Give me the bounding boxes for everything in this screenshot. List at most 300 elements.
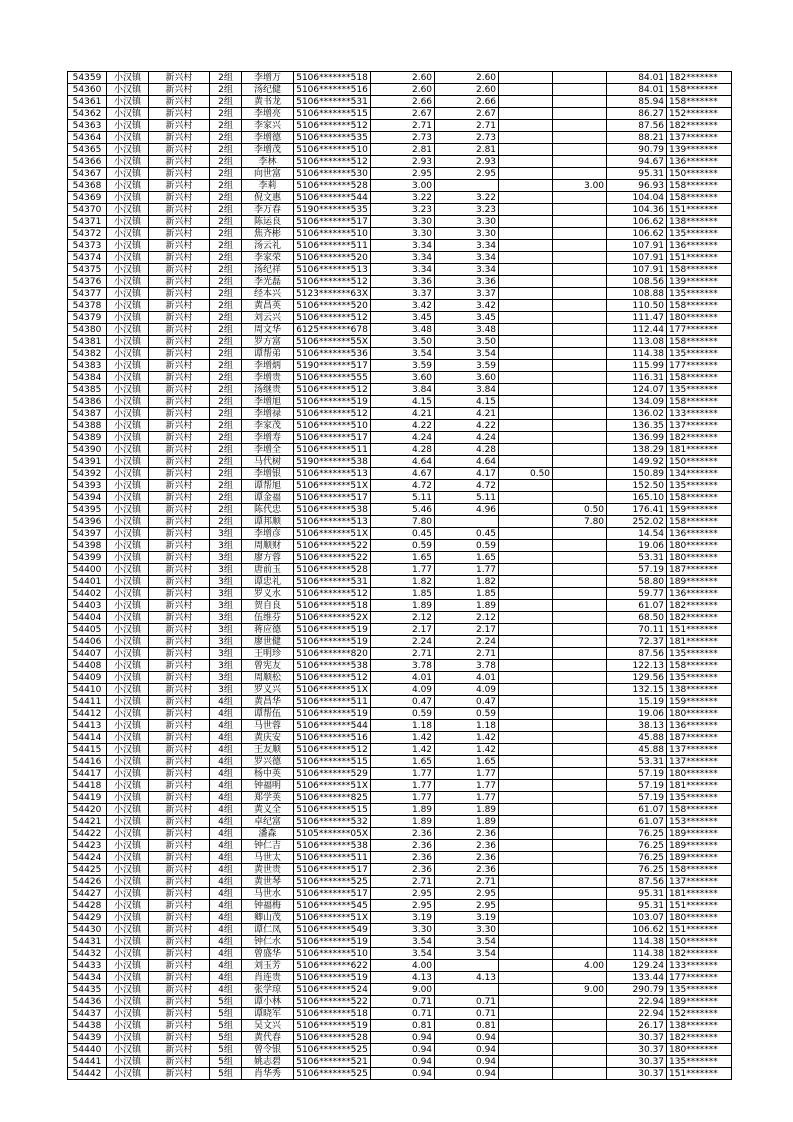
cell-total-area: 3.42: [371, 300, 435, 312]
cell-col-b: [499, 360, 553, 372]
cell-amount: 72.37: [607, 636, 667, 648]
cell-col-a: 4.24: [435, 432, 499, 444]
cell-col-c: [553, 312, 607, 324]
cell-col-b: [499, 420, 553, 432]
cell-phone: 187*******: [667, 732, 732, 744]
table-row: [68, 864, 732, 876]
cell-col-c: [553, 936, 607, 948]
cell-row-id: 54442: [68, 1068, 107, 1080]
cell-name: 李增全: [242, 444, 294, 456]
cell-row-id: 54370: [68, 204, 107, 216]
cell-id-number: 5106*******529: [294, 768, 371, 780]
cell-group: 2组: [210, 192, 242, 204]
cell-col-c: [553, 804, 607, 816]
cell-col-c: [553, 828, 607, 840]
cell-row-id: 54410: [68, 684, 107, 696]
cell-town: 小汉镇: [107, 684, 149, 696]
cell-col-a: 2.66: [435, 96, 499, 108]
cell-town: 小汉镇: [107, 360, 149, 372]
cell-amount: 115.99: [607, 360, 667, 372]
cell-amount: 133.44: [607, 972, 667, 984]
cell-town: 小汉镇: [107, 444, 149, 456]
cell-row-id: 54439: [68, 1032, 107, 1044]
table-row: [68, 108, 732, 120]
cell-amount: 113.08: [607, 336, 667, 348]
table-row: [68, 384, 732, 396]
cell-col-a: 4.21: [435, 408, 499, 420]
cell-row-id: 54371: [68, 216, 107, 228]
cell-phone: 136*******: [667, 588, 732, 600]
cell-id-number: 5106*******55X: [294, 336, 371, 348]
cell-amount: 149.92: [607, 456, 667, 468]
cell-col-b: [499, 816, 553, 828]
cell-amount: 59.77: [607, 588, 667, 600]
cell-id-number: 5106*******525: [294, 1068, 371, 1080]
cell-col-b: [499, 204, 553, 216]
cell-name: 伍维芬: [242, 612, 294, 624]
cell-col-c: [553, 1056, 607, 1068]
cell-col-a: 1.42: [435, 744, 499, 756]
cell-row-id: 54399: [68, 552, 107, 564]
cell-row-id: 54406: [68, 636, 107, 648]
cell-town: 小汉镇: [107, 948, 149, 960]
cell-name: 杨中英: [242, 768, 294, 780]
cell-id-number: 5106*******51X: [294, 780, 371, 792]
cell-town: 小汉镇: [107, 396, 149, 408]
cell-phone: 180*******: [667, 540, 732, 552]
cell-phone: 158*******: [667, 864, 732, 876]
cell-town: 小汉镇: [107, 504, 149, 516]
cell-phone: 182*******: [667, 948, 732, 960]
cell-phone: 150*******: [667, 456, 732, 468]
cell-town: 小汉镇: [107, 156, 149, 168]
table-row: [68, 528, 732, 540]
cell-col-a: 1.65: [435, 756, 499, 768]
cell-name: 谭邦顺: [242, 516, 294, 528]
cell-group: 3组: [210, 576, 242, 588]
cell-col-a: 3.60: [435, 372, 499, 384]
cell-phone: 158*******: [667, 192, 732, 204]
cell-col-b: [499, 552, 553, 564]
cell-col-c: [553, 300, 607, 312]
cell-phone: 135*******: [667, 384, 732, 396]
cell-id-number: 5106*******512: [294, 744, 371, 756]
cell-col-c: [553, 384, 607, 396]
cell-col-a: 1.89: [435, 816, 499, 828]
cell-amount: 19.06: [607, 540, 667, 552]
cell-village: 新兴村: [149, 300, 210, 312]
cell-name: 李万春: [242, 204, 294, 216]
cell-total-area: 1.42: [371, 744, 435, 756]
cell-col-c: [553, 708, 607, 720]
cell-phone: 137*******: [667, 756, 732, 768]
cell-group: 2组: [210, 300, 242, 312]
cell-phone: 152*******: [667, 108, 732, 120]
cell-village: 新兴村: [149, 240, 210, 252]
cell-name: 经本兴: [242, 288, 294, 300]
cell-village: 新兴村: [149, 384, 210, 396]
cell-row-id: 54387: [68, 408, 107, 420]
cell-col-a: 1.77: [435, 564, 499, 576]
cell-name: 张学琼: [242, 984, 294, 996]
table-row: [68, 468, 732, 480]
cell-id-number: 5106*******544: [294, 720, 371, 732]
cell-col-c: [553, 72, 607, 84]
cell-row-id: 54414: [68, 732, 107, 744]
cell-col-a: 3.37: [435, 288, 499, 300]
cell-col-c: [553, 672, 607, 684]
cell-col-b: [499, 852, 553, 864]
cell-col-a: [435, 960, 499, 972]
cell-town: 小汉镇: [107, 936, 149, 948]
cell-village: 新兴村: [149, 444, 210, 456]
cell-id-number: 5106*******517: [294, 216, 371, 228]
cell-col-c: 9.00: [553, 984, 607, 996]
cell-col-a: 3.45: [435, 312, 499, 324]
cell-total-area: 7.80: [371, 516, 435, 528]
cell-col-a: 0.81: [435, 1020, 499, 1032]
cell-village: 新兴村: [149, 252, 210, 264]
cell-col-c: [553, 276, 607, 288]
cell-total-area: 4.13: [371, 972, 435, 984]
cell-amount: 58.80: [607, 576, 667, 588]
cell-col-b: [499, 156, 553, 168]
cell-phone: 180*******: [667, 768, 732, 780]
cell-amount: 114.38: [607, 348, 667, 360]
cell-town: 小汉镇: [107, 624, 149, 636]
cell-col-b: [499, 180, 553, 192]
cell-phone: 159*******: [667, 696, 732, 708]
cell-village: 新兴村: [149, 936, 210, 948]
cell-col-a: 1.77: [435, 780, 499, 792]
cell-total-area: 1.85: [371, 588, 435, 600]
cell-name: 李增彦: [242, 528, 294, 540]
cell-id-number: 5106*******517: [294, 888, 371, 900]
cell-row-id: 54389: [68, 432, 107, 444]
cell-name: 倪文惠: [242, 192, 294, 204]
cell-col-c: [553, 648, 607, 660]
cell-name: 李增贵: [242, 372, 294, 384]
cell-col-a: 2.60: [435, 72, 499, 84]
cell-col-c: [553, 528, 607, 540]
cell-phone: 182*******: [667, 72, 732, 84]
cell-total-area: 3.30: [371, 216, 435, 228]
cell-group: 2组: [210, 96, 242, 108]
cell-id-number: 5106*******512: [294, 276, 371, 288]
cell-total-area: 0.45: [371, 528, 435, 540]
cell-phone: 133*******: [667, 408, 732, 420]
cell-col-b: [499, 1056, 553, 1068]
cell-town: 小汉镇: [107, 336, 149, 348]
cell-village: 新兴村: [149, 504, 210, 516]
cell-town: 小汉镇: [107, 984, 149, 996]
cell-group: 4组: [210, 912, 242, 924]
table-row: [68, 240, 732, 252]
table-row: [68, 576, 732, 588]
table-row: [68, 432, 732, 444]
cell-name: 李增万: [242, 72, 294, 84]
cell-col-a: 2.17: [435, 624, 499, 636]
cell-name: 贺自良: [242, 600, 294, 612]
table-row: [68, 852, 732, 864]
cell-amount: 116.31: [607, 372, 667, 384]
cell-col-c: [553, 660, 607, 672]
cell-village: 新兴村: [149, 180, 210, 192]
table-row: [68, 1044, 732, 1056]
cell-total-area: 0.71: [371, 996, 435, 1008]
table-row: [68, 936, 732, 948]
cell-row-id: 54374: [68, 252, 107, 264]
cell-row-id: 54413: [68, 720, 107, 732]
cell-id-number: 5106*******520: [294, 252, 371, 264]
cell-name: 曾令银: [242, 1044, 294, 1056]
cell-name: 曾盛华: [242, 948, 294, 960]
table-row: [68, 912, 732, 924]
cell-total-area: 4.21: [371, 408, 435, 420]
cell-amount: 86.27: [607, 108, 667, 120]
cell-village: 新兴村: [149, 276, 210, 288]
cell-row-id: 54395: [68, 504, 107, 516]
cell-row-id: 54409: [68, 672, 107, 684]
cell-col-a: 2.36: [435, 864, 499, 876]
cell-town: 小汉镇: [107, 408, 149, 420]
cell-col-a: 3.54: [435, 948, 499, 960]
cell-total-area: 5.46: [371, 504, 435, 516]
cell-town: 小汉镇: [107, 300, 149, 312]
cell-village: 新兴村: [149, 732, 210, 744]
cell-id-number: 5106*******530: [294, 168, 371, 180]
cell-row-id: 54419: [68, 792, 107, 804]
cell-col-b: [499, 900, 553, 912]
cell-amount: 95.31: [607, 168, 667, 180]
cell-row-id: 54436: [68, 996, 107, 1008]
cell-group: 3组: [210, 612, 242, 624]
cell-phone: 136*******: [667, 528, 732, 540]
cell-amount: 61.07: [607, 816, 667, 828]
cell-town: 小汉镇: [107, 660, 149, 672]
cell-total-area: 2.67: [371, 108, 435, 120]
cell-col-b: [499, 456, 553, 468]
cell-row-id: 54367: [68, 168, 107, 180]
table-row: [68, 324, 732, 336]
cell-amount: 45.88: [607, 744, 667, 756]
cell-village: 新兴村: [149, 108, 210, 120]
cell-amount: 76.25: [607, 852, 667, 864]
table-row: [68, 648, 732, 660]
cell-total-area: 4.28: [371, 444, 435, 456]
cell-phone: 181*******: [667, 444, 732, 456]
cell-id-number: 5106*******519: [294, 396, 371, 408]
cell-col-b: [499, 336, 553, 348]
table-row: [68, 960, 732, 972]
cell-village: 新兴村: [149, 1056, 210, 1068]
table-row: [68, 804, 732, 816]
table-row: [68, 996, 732, 1008]
cell-amount: 57.19: [607, 768, 667, 780]
cell-row-id: 54379: [68, 312, 107, 324]
cell-id-number: 5106*******518: [294, 600, 371, 612]
cell-name: 钟仁水: [242, 936, 294, 948]
cell-row-id: 54417: [68, 768, 107, 780]
cell-group: 3组: [210, 600, 242, 612]
cell-group: 3组: [210, 528, 242, 540]
cell-total-area: 2.95: [371, 888, 435, 900]
cell-town: 小汉镇: [107, 852, 149, 864]
table-row: [68, 876, 732, 888]
cell-row-id: 54366: [68, 156, 107, 168]
cell-col-c: [553, 96, 607, 108]
cell-col-b: [499, 600, 553, 612]
cell-village: 新兴村: [149, 744, 210, 756]
cell-col-b: [499, 876, 553, 888]
cell-id-number: 5106*******510: [294, 420, 371, 432]
cell-village: 新兴村: [149, 1020, 210, 1032]
table-row: [68, 900, 732, 912]
cell-row-id: 54359: [68, 72, 107, 84]
cell-amount: 108.56: [607, 276, 667, 288]
cell-name: 谭晓军: [242, 1008, 294, 1020]
cell-total-area: 2.24: [371, 636, 435, 648]
cell-col-c: [553, 444, 607, 456]
cell-col-b: [499, 108, 553, 120]
cell-row-id: 54388: [68, 420, 107, 432]
cell-phone: 159*******: [667, 504, 732, 516]
cell-id-number: 5105*******05X: [294, 828, 371, 840]
cell-col-b: [499, 540, 553, 552]
cell-village: 新兴村: [149, 792, 210, 804]
cell-row-id: 54369: [68, 192, 107, 204]
cell-col-b: [499, 1032, 553, 1044]
cell-town: 小汉镇: [107, 636, 149, 648]
cell-col-c: [553, 84, 607, 96]
cell-col-b: [499, 576, 553, 588]
cell-phone: 151*******: [667, 204, 732, 216]
cell-total-area: 1.42: [371, 732, 435, 744]
cell-town: 小汉镇: [107, 420, 149, 432]
cell-group: 2组: [210, 84, 242, 96]
cell-amount: 76.25: [607, 828, 667, 840]
cell-id-number: 5106*******519: [294, 972, 371, 984]
cell-village: 新兴村: [149, 612, 210, 624]
cell-phone: 180*******: [667, 312, 732, 324]
cell-id-number: 5106*******820: [294, 648, 371, 660]
cell-village: 新兴村: [149, 372, 210, 384]
cell-col-b: [499, 996, 553, 1008]
cell-id-number: 5106*******517: [294, 492, 371, 504]
cell-amount: 84.01: [607, 72, 667, 84]
cell-col-b: [499, 672, 553, 684]
cell-total-area: 0.94: [371, 1032, 435, 1044]
cell-col-a: [435, 984, 499, 996]
cell-id-number: 5106*******512: [294, 312, 371, 324]
cell-town: 小汉镇: [107, 1044, 149, 1056]
cell-group: 4组: [210, 756, 242, 768]
cell-col-c: [553, 168, 607, 180]
cell-total-area: 3.54: [371, 936, 435, 948]
cell-phone: 180*******: [667, 912, 732, 924]
cell-col-c: [553, 156, 607, 168]
cell-row-id: 54365: [68, 144, 107, 156]
cell-town: 小汉镇: [107, 756, 149, 768]
table-row: [68, 732, 732, 744]
cell-total-area: 1.77: [371, 564, 435, 576]
cell-id-number: 5106*******521: [294, 1056, 371, 1068]
cell-group: 5组: [210, 1068, 242, 1080]
cell-col-b: [499, 648, 553, 660]
cell-col-c: 0.50: [553, 504, 607, 516]
cell-total-area: 9.00: [371, 984, 435, 996]
cell-group: 4组: [210, 924, 242, 936]
cell-row-id: 54394: [68, 492, 107, 504]
cell-total-area: 3.78: [371, 660, 435, 672]
cell-col-a: 0.59: [435, 708, 499, 720]
cell-total-area: 4.22: [371, 420, 435, 432]
cell-col-a: 0.45: [435, 528, 499, 540]
cell-amount: 61.07: [607, 804, 667, 816]
cell-village: 新兴村: [149, 144, 210, 156]
cell-group: 2组: [210, 240, 242, 252]
cell-col-b: [499, 708, 553, 720]
cell-col-a: 4.22: [435, 420, 499, 432]
cell-village: 新兴村: [149, 324, 210, 336]
cell-row-id: 54401: [68, 576, 107, 588]
cell-phone: 137*******: [667, 876, 732, 888]
cell-town: 小汉镇: [107, 960, 149, 972]
cell-total-area: 2.60: [371, 84, 435, 96]
cell-village: 新兴村: [149, 924, 210, 936]
cell-name: 黄庆安: [242, 732, 294, 744]
cell-town: 小汉镇: [107, 528, 149, 540]
cell-name: 马世太: [242, 852, 294, 864]
cell-town: 小汉镇: [107, 696, 149, 708]
cell-phone: 138*******: [667, 216, 732, 228]
cell-phone: 182*******: [667, 432, 732, 444]
cell-col-c: [553, 948, 607, 960]
cell-group: 5组: [210, 996, 242, 1008]
cell-col-b: [499, 240, 553, 252]
cell-col-b: [499, 396, 553, 408]
cell-amount: 106.62: [607, 924, 667, 936]
cell-name: 谭帮旭: [242, 480, 294, 492]
cell-phone: 181*******: [667, 636, 732, 648]
cell-amount: 132.15: [607, 684, 667, 696]
cell-col-a: 3.34: [435, 264, 499, 276]
cell-col-b: [499, 372, 553, 384]
cell-col-a: 4.01: [435, 672, 499, 684]
cell-col-b: [499, 984, 553, 996]
cell-group: 4组: [210, 816, 242, 828]
cell-group: 2组: [210, 336, 242, 348]
cell-row-id: 54415: [68, 744, 107, 756]
cell-phone: 177*******: [667, 360, 732, 372]
cell-name: 谭忠礼: [242, 576, 294, 588]
cell-amount: 45.88: [607, 732, 667, 744]
cell-total-area: 3.54: [371, 948, 435, 960]
cell-group: 5组: [210, 1008, 242, 1020]
cell-col-a: 3.22: [435, 192, 499, 204]
cell-village: 新兴村: [149, 288, 210, 300]
cell-group: 4组: [210, 948, 242, 960]
cell-phone: 134*******: [667, 468, 732, 480]
cell-id-number: 5106*******519: [294, 624, 371, 636]
cell-town: 小汉镇: [107, 96, 149, 108]
cell-town: 小汉镇: [107, 108, 149, 120]
cell-col-b: [499, 804, 553, 816]
cell-col-c: [553, 600, 607, 612]
cell-total-area: 2.60: [371, 72, 435, 84]
cell-name: 李增茂: [242, 144, 294, 156]
cell-phone: 139*******: [667, 276, 732, 288]
